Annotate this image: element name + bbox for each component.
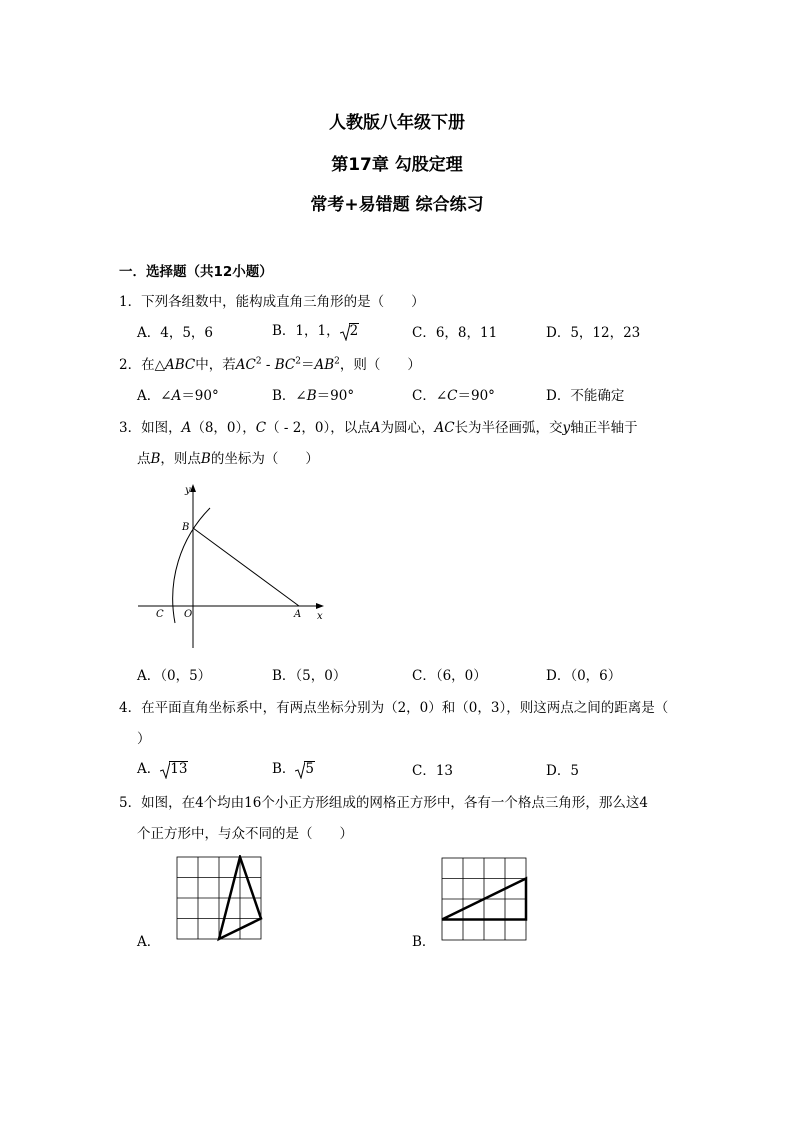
q3-coordinate-figure <box>130 478 330 653</box>
question-2-stem <box>119 353 421 373</box>
q4-option-a: A． 13 <box>137 761 188 777</box>
q2-text: 中，若 <box>195 357 236 373</box>
question-5-stem-line-1: 5．如图，在4个均由16个小正方形组成的网格正方形中，各有一个格点三角形，那么这4 <box>119 795 648 811</box>
q4-option-c: C．13 <box>412 763 454 779</box>
q2-text: ＝ <box>300 357 315 373</box>
question-1-stem: 1．下列各组数中，能构成直角三角形的是（ ） <box>119 294 425 310</box>
q2-option-c: C．∠C＝90° <box>412 388 495 404</box>
q2-var-bc: BC <box>274 357 296 373</box>
segment-ab <box>193 528 299 606</box>
q1-option-b <box>272 319 359 341</box>
q3-option-b: B．（5，0） <box>272 668 347 684</box>
question-4-stem-line-2: ） <box>137 731 151 747</box>
question-3-stem-line-2: 点B，则点B的坐标为（ ） <box>137 451 319 467</box>
q3-option-a: A．（0，5） <box>137 668 212 684</box>
q1-option-b-radicand: 2 <box>349 323 359 339</box>
q2-option-d: D．不能确定 <box>546 388 625 404</box>
label-a: A <box>294 609 302 620</box>
question-5-stem-line-2: 个正方形中，与众不同的是（ ） <box>137 826 353 842</box>
label-x: x <box>317 611 323 622</box>
label-b: B <box>182 522 190 533</box>
q5-grid-b <box>440 856 530 944</box>
section-heading: 一．选择题（共12小题） <box>119 264 273 280</box>
q1-option-a: A．4，5，6 <box>137 325 214 341</box>
q3-option-d: D．（0，6） <box>546 668 622 684</box>
q2-sup: 2 <box>255 356 262 367</box>
q1-option-c: C．6，8，11 <box>412 325 498 341</box>
q2-option-a: A．∠A＝90° <box>137 388 219 404</box>
q3-option-c: C．（6，0） <box>412 668 487 684</box>
q2-var-ab: AB <box>314 357 335 373</box>
x-axis-arrow-icon <box>316 603 324 609</box>
label-y: y <box>185 485 191 496</box>
label-o: O <box>184 609 193 620</box>
q2-text: 2．在△ <box>119 357 165 373</box>
q2-sup: 2 <box>334 356 340 367</box>
title-line-2: 第17章 勾股定理 <box>331 155 463 175</box>
question-4-stem-line-1: 4．在平面直角坐标系中，有两点坐标分别为（2，0）和（0，3），则这两点之间的距离是（ <box>119 700 669 716</box>
label-c: C <box>156 609 164 620</box>
q4-option-b: B． 5 <box>272 761 315 777</box>
q5-grid-a <box>175 855 265 943</box>
q4-option-d: D．5 <box>546 763 579 779</box>
q2-sup: 2 <box>295 356 301 367</box>
q5-option-b-label: B． <box>412 934 436 950</box>
q2-text: ，则（ ） <box>339 357 421 373</box>
title-line-3: 常考+易错题 综合练习 <box>310 195 484 215</box>
q2-text: - <box>261 357 275 373</box>
q1-option-d: D．5，12，23 <box>546 325 641 341</box>
q5-option-a-label: A． <box>137 934 161 950</box>
q2-option-b: B．∠B＝90° <box>272 388 355 404</box>
question-3-stem-line-1: 3．如图，A（8，0），C（ - 2，0），以点A为圆心，AC长为半径画弧，交y轴正半轴于 <box>119 420 638 436</box>
y-axis-arrow-icon <box>190 484 196 492</box>
title-line-1: 人教版八年级下册 <box>329 113 465 133</box>
q2-var-abc: ABC <box>164 357 196 373</box>
q1-option-b-prefix: B．1，1， <box>272 323 340 339</box>
q2-var-ac: AC <box>235 357 256 373</box>
